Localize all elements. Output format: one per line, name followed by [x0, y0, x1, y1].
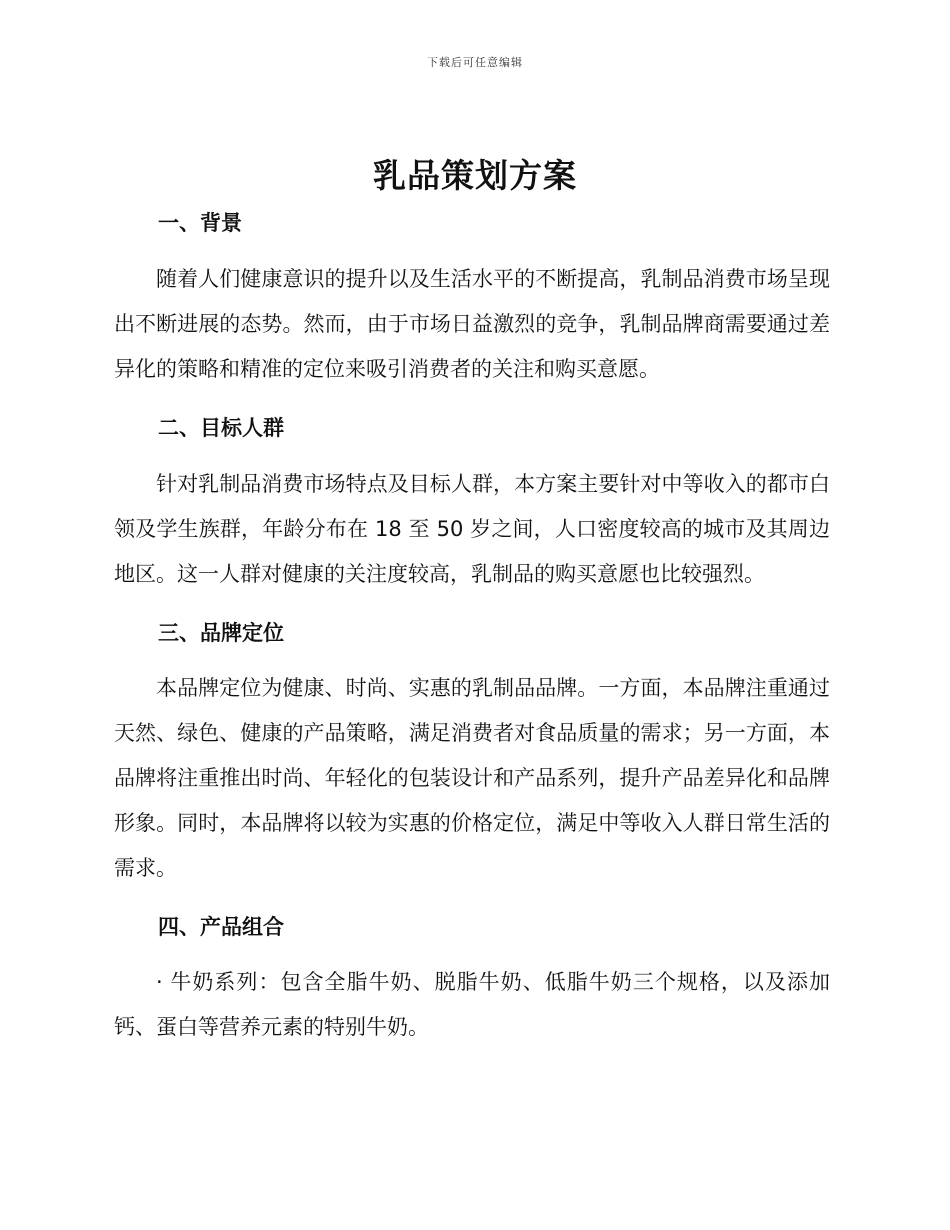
section-paragraph-product-mix: · 牛奶系列：包含全脂牛奶、脱脂牛奶、低脂牛奶三个规格，以及添加钙、蛋白等营养元素的特别牛奶。 [114, 970, 830, 1039]
section-paragraph-target-audience: 针对乳制品消费市场特点及目标人群，本方案主要针对中等收入的都市白领及学生族群，年龄分布在 18 至 50 岁之间，人口密度较高的城市及其周边地区。这一人群对健康的关注度较高，乳制品的购买意愿也比较强烈。 [114, 472, 830, 586]
section-paragraph-brand-positioning: 本品牌定位为健康、时尚、实惠的乳制品品牌。一方面，本品牌注重通过天然、绿色、健康的产品策略，满足消费者对食品质量的需求；另一方面，本品牌将注重推出时尚、年轻化的包装设计和产品系列，提升产品差异化和品牌形象。同时，本品牌将以较为实惠的价格定位，满足中等收入人群日常生活的需求。 [114, 676, 830, 880]
section-heading-target-audience: 二、目标人群 [158, 416, 284, 440]
section-paragraph-background: 随着人们健康意识的提升以及生活水平的不断提高，乳制品消费市场呈现出不断进展的态势。然而，由于市场日益激烈的竞争，乳制品牌商需要通过差异化的策略和精准的定位来吸引消费者的关注和购买意愿。 [114, 267, 830, 381]
section-heading-brand-positioning: 三、品牌定位 [158, 621, 284, 645]
page-header-note: 下载后可任意编辑 [427, 56, 523, 69]
section-heading-background: 一、背景 [158, 211, 242, 235]
section-heading-product-mix: 四、产品组合 [158, 915, 284, 939]
document-title: 乳品策划方案 [373, 156, 577, 195]
